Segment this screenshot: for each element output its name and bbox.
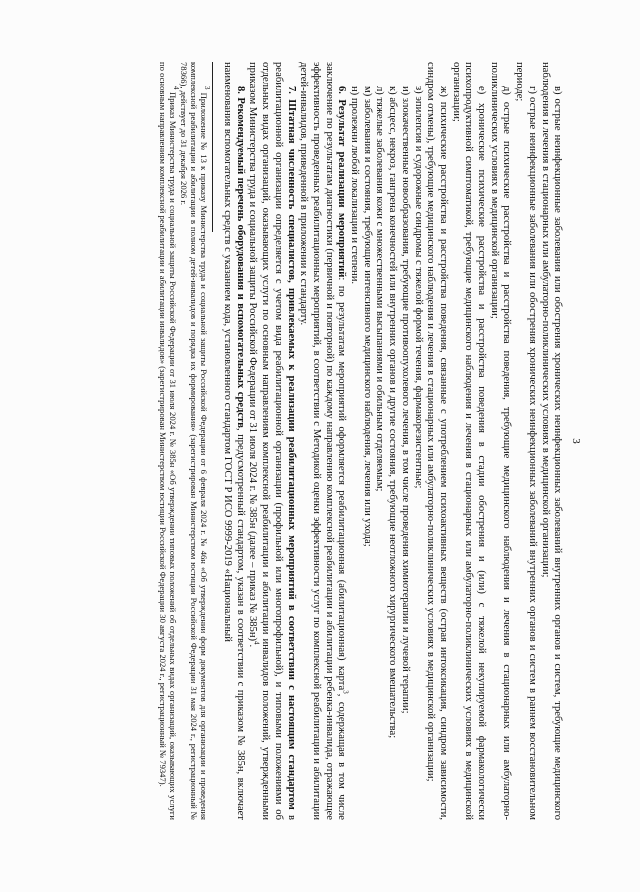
footnote-mark-3: 3 xyxy=(203,86,212,90)
list-item: з) эпилепсия и судорожные синдромы с тяжелой формой течения, фармакорезистентные; xyxy=(412,86,424,489)
section-7-paragraph xyxy=(246,62,297,820)
list-item: ж) психические расстройства и расстройства поведения, связанные с употреблением психоактивных веществ (острая интоксикация, синдром зависимости, синдром отмены), требующие медицинского наблюдения и лечения в стационарных или амбулаторно-поликлинических условиях в медицинской организации; xyxy=(425,62,449,820)
footnote-3 xyxy=(178,62,212,820)
list-item: л) тяжелые заболевания кожи с множественными высыпаниями и обильным отделяемым; xyxy=(374,86,386,492)
page-number: 3 xyxy=(570,438,582,444)
footnote-4 xyxy=(158,62,179,820)
section-8-text: , предусмотренный стандартом, указан в соответствии с приказом № 385н, включает наименования вспомогательных средств с указанием кода, установленного стандартом ГОСТ Р ИСО 9999-2019 «Национальный xyxy=(222,62,246,820)
section-8-heading: 8. Рекомендуемый перечень оборудования и вспомогательных средств xyxy=(234,86,246,428)
section-6-paragraph xyxy=(297,62,348,820)
list-item: м) заболевания и состояния, требующие интенсивного медицинского наблюдения, лечения или ухода; xyxy=(361,86,373,547)
footnote-ref-3[interactable]: 3 xyxy=(341,690,350,694)
section-8-paragraph xyxy=(220,62,245,820)
footnote-mark-4: 4 xyxy=(172,86,181,90)
list-item: к) абсцесс, некроз, гангрена конечностей или внутренних органов и другие состояния, требующие неотложного хирургического вмешательства; xyxy=(387,86,399,739)
section-6-heading: 6. Результат реализации мероприятий xyxy=(336,86,348,278)
footnote-4-text: Приказ Министерства труда и социальной защиты Российской Федерации от 31 июля 2024 г. № 385н «Об утверждении типовых положений об отдельных видах организаций, оказывающих услуги по основным направлениям комплексной реабилитации и абилитации инвалидов» (зарегистрирован Министерством юстиции Российской Федерации 30 августа 2024 г., регистрационный № 79347). xyxy=(158,62,179,820)
footnote-separator xyxy=(212,62,213,232)
footnote-ref-4[interactable]: 4 xyxy=(252,641,261,645)
section-7-heading: 7. Штатная численность специалистов, привлекаемых к реализации реабилитационных мероприятий в соответствии с настоящим стандартом xyxy=(285,86,297,810)
list-item: и) злокачественные новообразования, требующие противоопухолевого лечения, в том числе проведения химиотерапии и лучевой терапии; xyxy=(399,86,411,714)
list-item: н) пролежни любой локализации и степени. xyxy=(349,86,361,285)
list-item: г) острые неинфекционные заболевания или обострения хронических неинфекционных заболеваний внутренних органов и систем в раннем восстановительном периоде; xyxy=(514,62,538,820)
list-item: в) острые неинфекционные заболевания или обострения хронических неинфекционных заболеваний внутренних органов и систем, требующие медицинского наблюдения и лечения в стационарных или амбулаторно-поликлинических условиях в медицинской организации; xyxy=(539,62,564,820)
section-6-text: : по результатам мероприятий оформляется реабилитационная (абилитационная) карта xyxy=(336,277,348,691)
section-7-text: в реабилитационной организации определяется с учетом вида реабилитационной организации (профильной или многопрофильной), и типовыми положениями об отдельных видах организаций, оказывающих услуги по основным направлениям комплексной реабилитации и абилитации инвалидов положений, утвержденными приказом Министерства труда и социальной защиты Российской Федерации от 31 июля 2024 г. № 385н (далее – приказ № 385н) xyxy=(247,62,297,820)
contraindications-list xyxy=(347,62,563,820)
section-6-text-cont: , содержащая в том числе заключение по результатам диагностики (первичной и повторной) по каждому направлению комплексной реабилитации и абилитации ребенка-инвалида, отражающее эффективность проведенных реабилитационных мероприятий, в соответствии с Методикой оценки эффективности услуг по комплексной реабилитации и абилитации детей-инвалидов, приведенной в приложении к стандарту. xyxy=(298,62,348,820)
list-item: е) хронические психические расстройства и расстройства поведения в стадии обострения и (или) с тяжелой некупируемой фармакологически психопродуктивной симптоматикой, требующие медицинского наблюдения и лечения в стационарных или амбулаторно-поликлинических условиях в медицинской организации; xyxy=(450,62,488,820)
section-7-tail: . xyxy=(247,644,259,648)
list-item: д) острые психические расстройства и расстройства поведения, требующие медицинского наблюдения и лечения в стационарных или амбулаторно-поликлинических условиях в медицинской организации; xyxy=(488,62,513,820)
footnote-3-text: Приложение № 13 к приказу Министерства труда и социальной защиты Российской Федерации от 6 февраля 2024 г. № 46н «Об утверждении форм документов для организации и проведения комплексной реабилитации и абилитации в полном детей-инвалидов и порядка их формирования» (зарегистрирован Министерством юстиции Российской Федерации 31 мая 2024 г., регистрационный № 78366), действует до 31 декабря 2026 г. xyxy=(178,62,210,820)
